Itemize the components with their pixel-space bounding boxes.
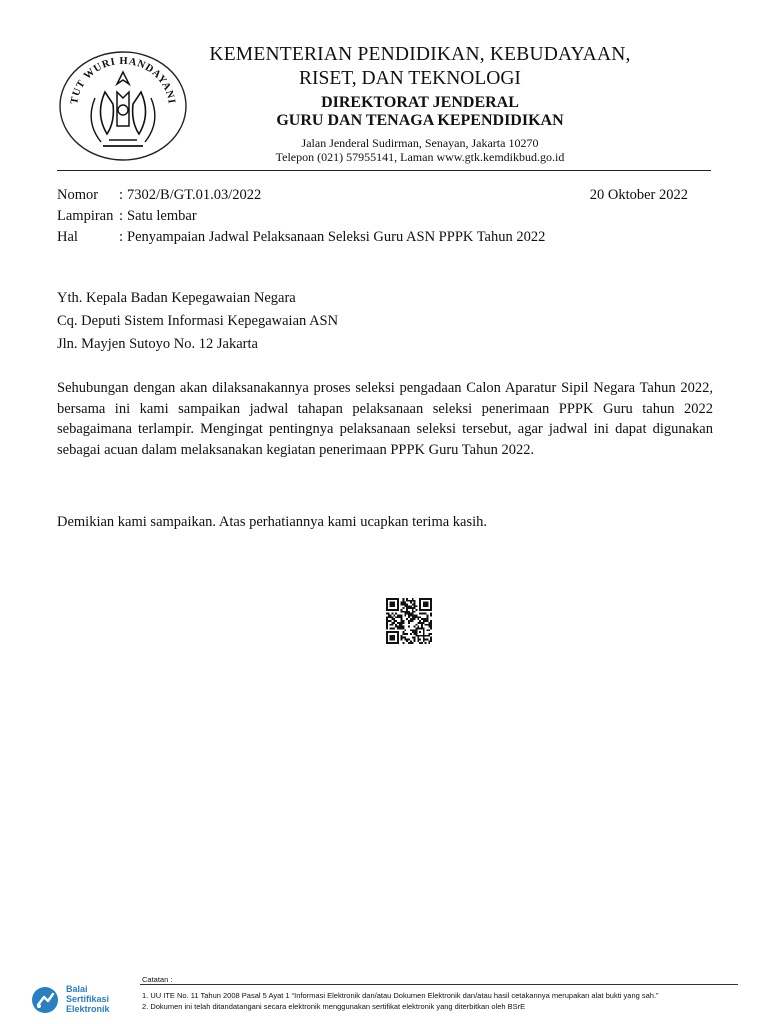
footer-note-2: 2. Dokumen ini telah ditandatangani secara elektronik menggunakan sertifikat elektronik yang diterbitkan oleh BSrE (142, 1002, 526, 1011)
directorate-line2: GURU DAN TENAGA KEPENDIDIKAN (276, 112, 564, 129)
lampiran-label: Lampiran (57, 208, 114, 224)
footer-divider (140, 984, 738, 985)
logo-motto: TUT WURI HANDAYANI (69, 55, 177, 106)
bsre-logo-icon (30, 985, 60, 1015)
body-paragraph-2: Demikian kami sampaikan. Atas perhatiannya kami ucapkan terima kasih. (57, 514, 488, 530)
hal-value: Penyampaian Jadwal Pelaksanaan Seleksi Guru ASN PPPK Tahun 2022 (127, 229, 546, 245)
nomor-label: Nomor (57, 187, 99, 203)
nomor-colon: : (119, 187, 124, 203)
bsre-line1: Balai (66, 984, 88, 994)
addressee-line1: Yth. Kepala Badan Kepegawaian Negara (57, 290, 296, 306)
letter-date: 20 Oktober 2022 (589, 187, 688, 203)
lampiran-colon: : (119, 208, 124, 224)
hal-label: Hal (57, 229, 78, 245)
ministry-logo (55, 42, 191, 162)
ministry-name-line2: RISET, DAN TEKNOLOGI (299, 68, 521, 89)
addressee-line3: Jln. Mayjen Sutoyo No. 12 Jakarta (57, 336, 258, 352)
bsre-wordmark (66, 984, 110, 1014)
hal-colon: : (119, 229, 124, 245)
body-paragraph-1: Sehubungan dengan akan dilaksanakannya proses seleksi pengadaan Calon Aparatur Sipil Negara Tahun 2022, bersama ini kami sampaikan jadwal tahapan pelaksanaan seleksi penerimaan PPPK Guru tahun 2022 sebagaimana terlampir. Mengingat pentingnya pelaksanaan seleksi tersebut, agar jadwal ini dapat digunakan sebagai acuan dalam melaksanakan kegiatan penerimaan PPPK Guru Tahun 2022. (57, 380, 713, 458)
directorate-line1: DIREKTORAT JENDERAL (321, 94, 519, 111)
footer-note-1: 1. UU ITE No. 11 Tahun 2008 Pasal 5 Ayat 1 “Informasi Elektronik dan/atau Dokumen Elektronik dan/atau hasil cetakannya merupakan alat bukti yang sah.” (142, 991, 659, 1000)
letterhead-divider (57, 170, 711, 171)
ministry-name-line1: KEMENTERIAN PENDIDIKAN, KEBUDAYAAN, (209, 44, 631, 65)
catatan-label: Catatan : (142, 975, 173, 984)
office-address: Jalan Jenderal Sudirman, Senayan, Jakarta 10270 (301, 136, 539, 150)
addressee-line2: Cq. Deputi Sistem Informasi Kepegawaian ASN (57, 313, 339, 329)
nomor-value: 7302/B/GT.01.03/2022 (127, 187, 262, 203)
office-contact: Telepon (021) 57955141, Laman www.gtk.kemdikbud.go.id (275, 150, 565, 164)
lampiran-value: Satu lembar (127, 208, 197, 224)
bsre-line2: Sertifikasi (66, 994, 110, 1004)
qr-code-icon (386, 598, 432, 644)
bsre-line3: Elektronik (66, 1004, 110, 1014)
